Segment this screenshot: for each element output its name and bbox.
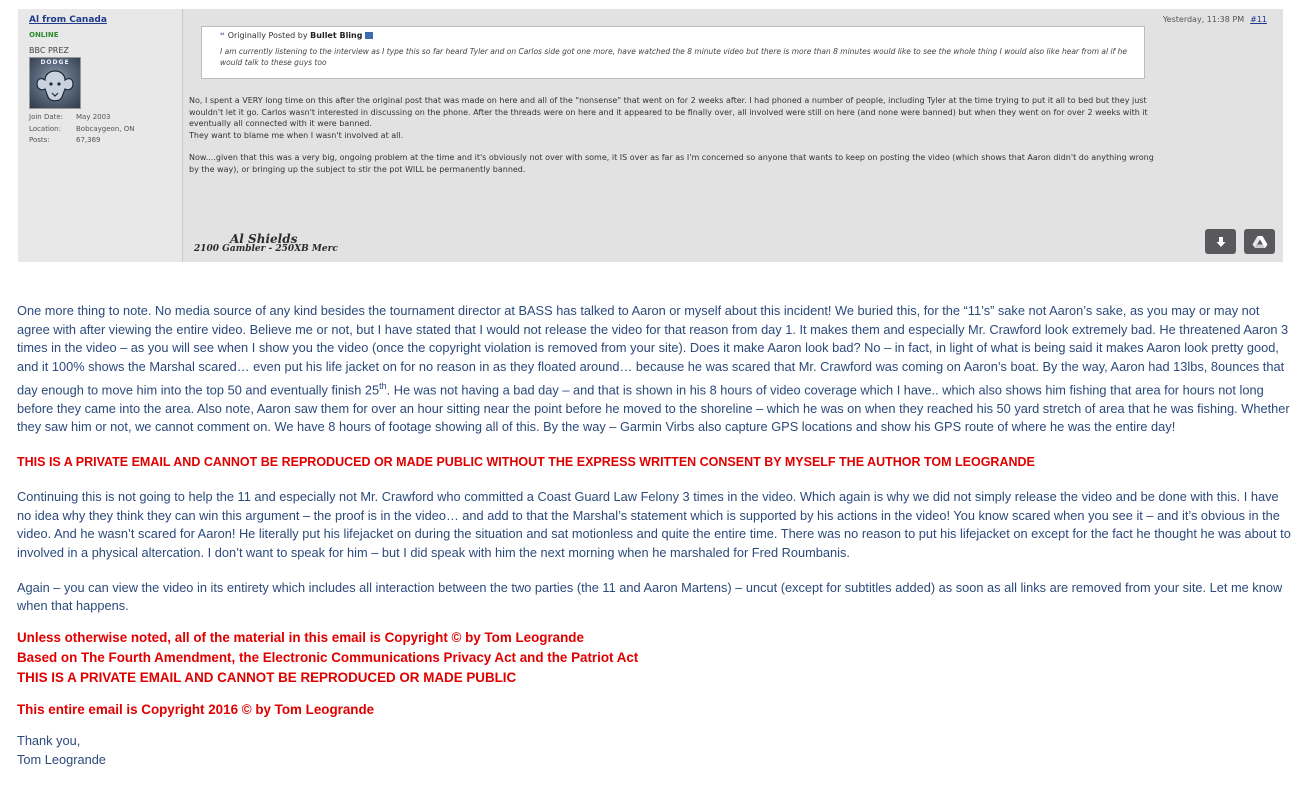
stat-join-date: Join Date: May 2003 xyxy=(29,113,111,121)
username-link[interactable]: Al from Canada xyxy=(29,15,107,25)
quote-author: Bullet Bling xyxy=(310,31,363,40)
user-stats xyxy=(29,112,134,147)
email-body xyxy=(17,302,1292,770)
quote-prefix: Originally Posted by xyxy=(227,31,308,40)
google-drive-button[interactable] xyxy=(1244,229,1275,254)
post-timestamp: Yesterday, 11:38 PM xyxy=(1162,15,1245,24)
private-email-notice: THIS IS A PRIVATE EMAIL AND CANNOT BE REPRODUCED OR MADE PUBLIC WITHOUT THE EXPRESS WRITTEN CONSENT BY MYSELF THE AUTHOR TOM LEOGRANDE xyxy=(17,455,1035,470)
forum-post xyxy=(18,9,1283,262)
signature xyxy=(194,232,338,254)
copyright-2016: This entire email is Copyright 2016 © by Tom Leogrande xyxy=(17,702,375,718)
quote-box xyxy=(201,26,1145,79)
copyright-line-1: Unless otherwise noted, all of the material in this email is Copyright © by Tom Leogrande xyxy=(17,630,584,646)
view-post-icon[interactable] xyxy=(365,32,373,39)
post-message-para-2: Now....given that this was a very big, ongoing problem at the time and it's obviously not over with some, it IS over as far as I'm concerned so anyone that wants to keep on posting the video (which shows that Aaron didn't do anything wrong by the way), or bringing up the subject to stir the pot WILL be permanently banned. xyxy=(189,153,1154,174)
avatar[interactable] xyxy=(29,57,81,109)
post-date xyxy=(1163,15,1267,24)
avatar-brand: DODGE xyxy=(40,59,70,66)
signature-boat: 2100 Gambler - 250XB Merc xyxy=(194,244,338,254)
download-icon xyxy=(1215,236,1227,248)
post-message-para-1: No, I spent a VERY long time on this after the original post that was made on here and all of the "nonsense" that went on for 2 weeks after. I had phoned a number of people, including Tyler at the time trying to put it all to bed but they just wouldn't let it go. Carlos wasn't interested in discussing on the phone. After the threads were on here and it appeared to be finally over, all involved were still on here (and none were banned) but when they went on for over 2 weeks with it eventually all connected with it were banned. They want to blame me when I wasn't involved at all. xyxy=(189,96,1148,140)
download-button[interactable] xyxy=(1205,229,1236,254)
quote-text: I am currently listening to the interview as I type this so far heard Tyler and on Carlos side got one more, have watched the 8 minute video but there is more than 8 minutes would like to see the whole thing I would also like hear from al if he would talk to these guys too xyxy=(220,47,1127,67)
copyright-line-3: THIS IS A PRIVATE EMAIL AND CANNOT BE REPRODUCED OR MADE PUBLIC xyxy=(17,670,517,686)
stat-posts: Posts: 67,369 xyxy=(29,136,101,144)
closing: Thank you, xyxy=(17,733,81,749)
post-number-link[interactable]: #11 xyxy=(1250,15,1267,24)
copyright-line-2: Based on The Fourth Amendment, the Electronic Communications Privacy Act and the Patriot Act xyxy=(17,650,639,666)
quote-icon: ❝ xyxy=(220,31,225,40)
email-paragraph-2: Continuing this is not going to help the 11 and especially not Mr. Crawford who committed a Coast Guard Law Felony 3 times in the video. Which again is why we did not simply release the video and be done with this. I have no idea why they think they can win this argument – the proof is in the video… and add to that the Marshal’s statement which is supported by his actions in the video! You know scared when you see it – and it’s obvious in the video. And he wasn’t scared for Aaron! He literally put his lifejacket on during the situation and sat motionless and quite the entire time. There was no reason to put his lifejacket on except for the fact he thought he was about to involved in a physical altercation. I don’t want to speak for him – but I did speak with him the next morning when he marshaled for Fred Roumbanis. xyxy=(17,488,1291,560)
email-paragraph-3: Again – you can view the video in its entirety which includes all interaction between the two parties (the 11 and Aaron Martens) – uncut (except for subtitles added) as soon as all links are removed from your site. Let me know when that happens. xyxy=(17,579,1283,614)
quote-header xyxy=(220,31,373,40)
email-paragraph-1: One more thing to note. No media source of any kind besides the tournament director at BASS has talked to Aaron or myself about this incident! We buried this, for the “11’s” sake not Aaron’s sake, as you may or may not agree with after viewing the entire video. Believe me or not, but I have stated that I would not release the video for that reason from day 1. It makes them and especially Mr. Crawford look extremely bad. He threatened Aaron 3 times in the video – as you will see when I show you the video (once the copyright violation is removed from your site). Does it make Aaron look bad? No – in fact, in light of what is being said it makes Aaron look pretty good, and it 100% shows the Marshal scared… even put his life jacket on for no reason in as they floated around… because he was scared that Mr. Crawford was coming on Aaron’s boat. By the way, Aaron had 13lbs, 8ounces that day enough to move him into the top 50 and eventually finish 25th. He was not having a bad day – and that is shown in his 8 hours of video coverage which I have.. which also shows him fishing that area for hours not long before they came into the area. Also note, Aaron saw them for over an hour sitting near the point before he moved to the shoreline – which he was on when they reached his 50 yard stretch of area that he was fishing. Whether they saw him or not, we cannot comment on. We have 8 hours of footage showing all of this. By the way – Garmin Virbs also capture GPS locations and show his GPS route of where he was the entire day! xyxy=(17,303,1290,435)
post-message xyxy=(189,95,1164,187)
signature-name: Al Shields xyxy=(230,232,298,246)
user-info-pane xyxy=(18,9,183,262)
stat-location: Location: Bobcaygeon, ON xyxy=(29,124,135,133)
online-status: ONLINE xyxy=(29,31,59,39)
user-rank: BBC PREZ xyxy=(29,46,69,55)
ram-head-icon xyxy=(35,67,75,105)
email-signature: Tom Leogrande xyxy=(17,751,106,767)
google-drive-icon xyxy=(1252,235,1268,249)
